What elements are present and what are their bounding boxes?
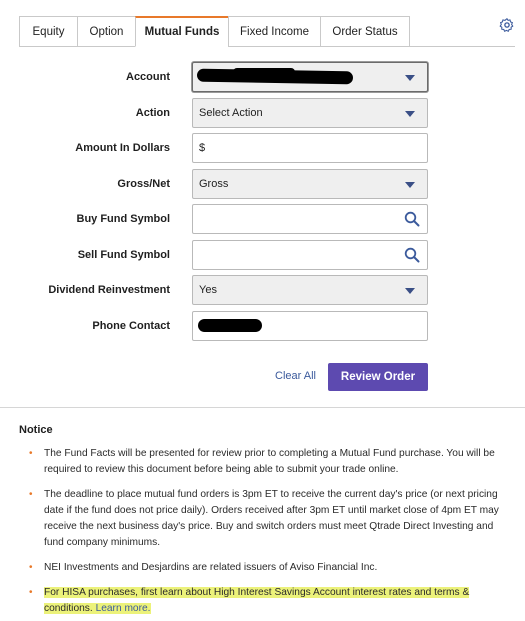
action-value: Select Action xyxy=(199,107,263,119)
amount-label: Amount In Dollars xyxy=(75,142,170,154)
tab-order-status[interactable]: Order Status xyxy=(320,16,410,47)
action-row xyxy=(0,98,525,128)
notice-list xyxy=(29,446,507,621)
buy-fund-input[interactable] xyxy=(192,204,428,234)
search-icon[interactable] xyxy=(404,247,420,263)
bullet-icon: • xyxy=(29,489,33,500)
chevron-down-icon xyxy=(405,111,415,117)
account-label: Account xyxy=(126,71,170,83)
tab-option[interactable]: Option xyxy=(77,16,135,47)
notice-title: Notice xyxy=(19,424,53,436)
tab-fixed-income[interactable]: Fixed Income xyxy=(228,16,320,47)
sell-fund-input[interactable] xyxy=(192,240,428,270)
redacted-phone-scribble xyxy=(198,319,262,332)
gear-icon[interactable] xyxy=(499,17,515,33)
clear-all-link[interactable]: Clear All xyxy=(275,370,316,382)
dividend-value: Yes xyxy=(199,284,217,296)
notice-item xyxy=(29,560,507,576)
phone-input[interactable] xyxy=(192,311,428,341)
buy-fund-row xyxy=(0,204,525,234)
phone-row xyxy=(0,311,525,341)
section-divider xyxy=(0,407,525,408)
bullet-icon: • xyxy=(29,587,33,598)
order-type-tabs xyxy=(19,16,410,47)
notice-text: NEI Investments and Desjardins are related issuers of Aviso Financial Inc. xyxy=(44,562,378,573)
tab-equity[interactable]: Equity xyxy=(19,16,77,47)
notice-text: The Fund Facts will be presented for review prior to completing a Mutual Fund purchase. You will be required to review this document before being able to submit your trade online. xyxy=(44,448,495,475)
learn-more-link[interactable]: Learn more. xyxy=(95,603,151,614)
action-label: Action xyxy=(135,107,170,119)
gross-net-select[interactable] xyxy=(192,169,428,199)
bullet-icon: • xyxy=(29,448,33,459)
search-icon[interactable] xyxy=(404,211,420,227)
hisa-text-highlighted xyxy=(44,587,469,614)
redacted-account-scribble-2 xyxy=(233,68,295,76)
buy-fund-label: Buy Fund Symbol xyxy=(76,213,170,225)
gross-net-row xyxy=(0,169,525,199)
chevron-down-icon xyxy=(405,75,415,81)
dividend-label: Dividend Reinvestment xyxy=(48,284,170,296)
chevron-down-icon xyxy=(405,288,415,294)
notice-item xyxy=(29,487,507,551)
review-order-button[interactable]: Review Order xyxy=(328,363,428,391)
tabs-divider xyxy=(410,46,515,47)
gross-net-value: Gross xyxy=(199,178,229,190)
account-select[interactable] xyxy=(192,62,428,92)
amount-input[interactable] xyxy=(192,133,428,163)
amount-row xyxy=(0,133,525,163)
sell-fund-row xyxy=(0,240,525,270)
bullet-icon: • xyxy=(29,562,33,573)
dividend-select[interactable] xyxy=(192,275,428,305)
tab-mutual-funds[interactable]: Mutual Funds xyxy=(135,16,228,47)
sell-fund-label: Sell Fund Symbol xyxy=(77,249,170,261)
notice-item-hisa xyxy=(29,585,507,617)
gross-net-label: Gross/Net xyxy=(117,178,170,190)
notice-item xyxy=(29,446,507,478)
dividend-row xyxy=(0,275,525,305)
amount-value: $ xyxy=(199,142,206,154)
notice-text: The deadline to place mutual fund orders is 3pm ET to receive the current day's price (or next pricing date if the fund does not price daily). Orders received after 3pm ET until market close of 4pm ET may receive the next business day's price. Buy and switch orders must meet Qtrade Direct Investing and fund company minimums. xyxy=(44,489,499,548)
account-row xyxy=(0,62,525,92)
chevron-down-icon xyxy=(405,182,415,188)
hisa-text: For HISA purchases, first learn about High Interest Savings Account interest rates and terms & conditions. xyxy=(44,587,470,614)
phone-label: Phone Contact xyxy=(92,320,170,332)
action-select[interactable] xyxy=(192,98,428,128)
